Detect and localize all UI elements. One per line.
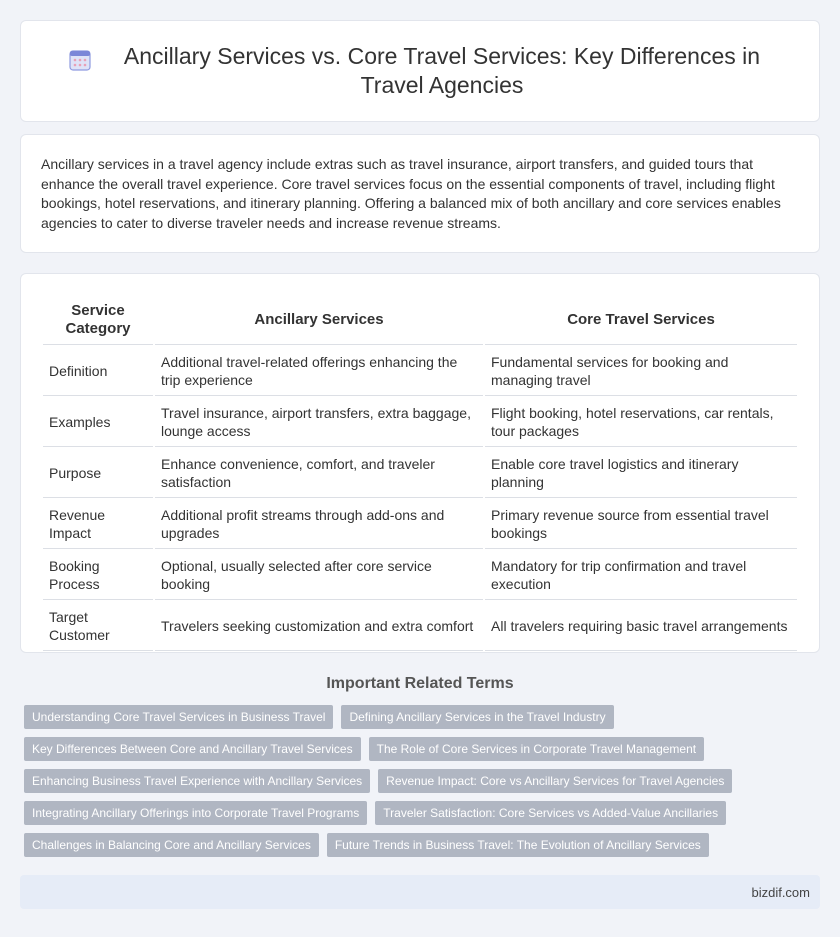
row-core: Flight booking, hotel reservations, car rentals, tour packages <box>485 398 797 447</box>
row-ancillary: Travelers seeking customization and extra comfort <box>155 602 483 651</box>
row-category: Revenue Impact <box>43 500 153 549</box>
table-row <box>43 347 797 396</box>
related-terms-title: Important Related Terms <box>326 675 514 692</box>
related-term-tag[interactable]: Understanding Core Travel Services in Business Travel <box>24 705 333 729</box>
row-core: Enable core travel logistics and itinerary planning <box>485 449 797 498</box>
footer-brand[interactable]: bizdif.com <box>751 884 810 900</box>
related-term-tag[interactable]: Integrating Ancillary Offerings into Corporate Travel Programs <box>24 801 367 825</box>
related-term-tag[interactable]: Key Differences Between Core and Ancillary Travel Services <box>24 737 361 761</box>
related-term-tag[interactable]: Challenges in Balancing Core and Ancillary Services <box>24 833 319 857</box>
table-row <box>43 551 797 600</box>
header-core-travel-services: Core Travel Services <box>485 296 797 345</box>
row-category: Booking Process <box>43 551 153 600</box>
comparison-table <box>41 294 799 653</box>
row-ancillary: Enhance convenience, comfort, and traveler satisfaction <box>155 449 483 498</box>
related-term-tag[interactable]: Traveler Satisfaction: Core Services vs Added-Value Ancillaries <box>375 801 726 825</box>
header-ancillary-services: Ancillary Services <box>155 296 483 345</box>
related-term-tag[interactable]: Revenue Impact: Core vs Ancillary Services for Travel Agencies <box>378 769 732 793</box>
related-term-tag[interactable]: Enhancing Business Travel Experience with Ancillary Services <box>24 769 370 793</box>
page-title: Ancillary Services vs. Core Travel Services: Key Differences in Travel Agencies <box>123 43 761 98</box>
row-category: Examples <box>43 398 153 447</box>
related-term-tag[interactable]: Future Trends in Business Travel: The Evolution of Ancillary Services <box>327 833 709 857</box>
related-term-tag[interactable]: The Role of Core Services in Corporate Travel Management <box>369 737 704 761</box>
row-core: Primary revenue source from essential travel bookings <box>485 500 797 549</box>
row-core: All travelers requiring basic travel arrangements <box>485 602 797 651</box>
row-ancillary: Travel insurance, airport transfers, extra baggage, lounge access <box>155 398 483 447</box>
table-row <box>43 500 797 549</box>
row-category: Definition <box>43 347 153 396</box>
table-row <box>43 602 797 651</box>
calendar-icon <box>68 48 92 72</box>
row-ancillary: Optional, usually selected after core service booking <box>155 551 483 600</box>
row-ancillary: Additional profit streams through add-ons and upgrades <box>155 500 483 549</box>
related-terms-list <box>20 705 820 857</box>
table-header-row <box>43 296 797 345</box>
row-ancillary: Additional travel-related offerings enhancing the trip experience <box>155 347 483 396</box>
row-core: Fundamental services for booking and managing travel <box>485 347 797 396</box>
header-service-category: Service Category <box>43 296 153 345</box>
row-core: Mandatory for trip confirmation and travel execution <box>485 551 797 600</box>
table-row <box>43 449 797 498</box>
comparison-table-card <box>20 273 820 653</box>
table-row <box>43 398 797 447</box>
footer <box>20 875 820 909</box>
row-category: Target Customer <box>43 602 153 651</box>
row-category: Purpose <box>43 449 153 498</box>
related-term-tag[interactable]: Defining Ancillary Services in the Travel Industry <box>341 705 613 729</box>
intro-text: Ancillary services in a travel agency include extras such as travel insurance, airport transfers, and guided tours that enhance the overall travel experience. Core travel services focus on the essential components of travel, including flight bookings, hotel reservations, and itinerary planning. Offering a balanced mix of both ancillary and core services enables agencies to cater to diverse traveler needs and increase revenue streams. <box>41 156 781 231</box>
intro-card <box>20 134 820 253</box>
page-header <box>20 20 820 122</box>
